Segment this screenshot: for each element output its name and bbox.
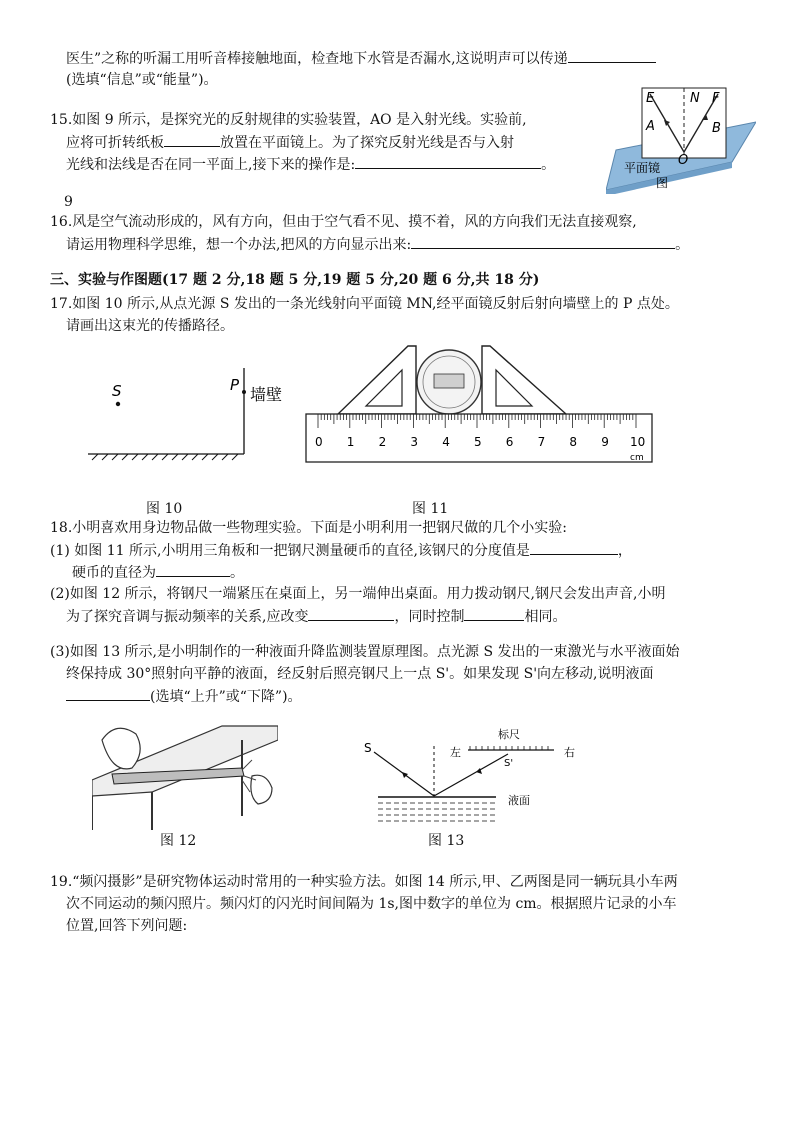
fig10-label-wall: 墙壁: [250, 385, 283, 404]
fig13-incident-arrow: [402, 772, 408, 778]
q16-line1: 16.风是空气流动形成的，风有方向，但由于空气看不见、摸不着，风的方向我们无法直接观察,: [50, 214, 637, 230]
q18-p2-line2b: ，同时控制: [394, 609, 465, 625]
fig13-reflected-ray: [434, 754, 508, 796]
q18-p2-line2a: 为了探究音调与振动频率的关系,应改变: [66, 609, 309, 625]
q15-line3b: 。: [541, 157, 556, 173]
q15-blank-2[interactable]: [355, 154, 541, 169]
fig12-caption: 图 12: [160, 833, 197, 849]
q15-line2: [66, 132, 514, 153]
q15-fig-num: 9: [64, 194, 73, 210]
figure-11: [304, 340, 654, 465]
fig10-label-S: S: [112, 382, 122, 400]
fig11-ruler-label: 1: [346, 435, 355, 449]
q15-line3a: 光线和法线是否在同一平面上,接下来的操作是:: [66, 157, 356, 173]
fig11-ruler-label: 2: [378, 435, 387, 449]
q18-p1-line1-end: ，: [617, 543, 632, 559]
fig11-caption: 图 11: [412, 501, 449, 517]
q18-blank-division[interactable]: [530, 540, 618, 555]
q16-line2a: 请运用物理科学思维，想一个办法,把风的方向显示出来:: [66, 237, 412, 253]
q18-p1-line2b: 。: [230, 565, 244, 581]
section-3-title: 三、实验与作图题(17 题 2 分,18 题 5 分,19 题 5 分,20 题 6 分,共 18 分): [50, 272, 540, 288]
q19-line1: 19.“频闪摄影”是研究物体运动时常用的一种实验方法。如图 14 所示,甲、乙两图是同一辆玩具小车两: [50, 874, 678, 890]
q18-p2-line2: [66, 606, 566, 627]
fig9-label-tu: 图: [656, 176, 669, 190]
q19-line3: 位置,回答下列问题:: [66, 918, 188, 934]
q18-blank-change[interactable]: [308, 606, 394, 621]
q19-line2: 次不同运动的频闪照片。频闪灯的闪光时间间隔为 1s,图中数字的单位为 cm。根据照片记录的小车: [66, 896, 677, 912]
q18-blank-diameter[interactable]: [156, 562, 230, 577]
q18-p1-line2a: 硬币的直径为: [72, 565, 156, 581]
q18-intro: 18.小明喜欢用身边物品做一些物理实验。下面是小明利用一把钢尺做的几个小实验:: [50, 520, 567, 536]
q18-p2-line2c: 相同。: [524, 609, 567, 625]
fig9-label-E: E: [646, 91, 655, 106]
figure-9: [606, 84, 756, 194]
fig13-liquid-body: [378, 803, 496, 821]
fig11-ruler-label: 9: [601, 435, 609, 449]
fig10-label-P: P: [230, 376, 240, 394]
figure-12: [92, 710, 278, 830]
fig11-ruler-label: 3: [410, 435, 419, 449]
fig13-label-ruler: 标尺: [498, 728, 520, 741]
fig12-hand-left: [102, 728, 140, 769]
q15-line1: 15.如图 9 所示，是探究光的反射规律的实验装置，AO 是入射光线。实验前,: [50, 112, 527, 128]
fig10-caption: 图 10: [146, 501, 183, 517]
fig10-mirror-hatch: [92, 454, 238, 460]
fig10-point-S: [116, 402, 120, 406]
figure-13: [358, 720, 588, 830]
fig11-ruler-label: 5: [474, 435, 482, 449]
q18-p3-line2: 终保持成 30°照射向平静的液面，经反射后照亮钢尺上一点 S'。如果发现 S'向左移动,说明液面: [66, 666, 654, 682]
q17-line1: 17.如图 10 所示,从点光源 S 发出的一条光线射向平面镜 MN,经平面镜反射后射向墙壁上的 P 点处。: [50, 296, 679, 312]
q18-p3-line3b: (选填“上升”或“下降”)。: [150, 689, 302, 705]
fig11-coin-emblem: [434, 374, 464, 388]
q16-line2b: 。: [675, 237, 690, 253]
q18-p3-line1: (3)如图 13 所示,是小明制作的一种液面升降监测装置原理图。点光源 S 发出的一束激光与水平液面始: [50, 644, 680, 660]
q14-line1-text: 医生”之称的听漏工用听音棒接触地面，检查地下水管是否漏水,这说明声可以传递: [66, 51, 568, 67]
fig11-ruler-label: 10: [630, 435, 646, 449]
fig9-label-A: A: [646, 119, 655, 134]
q15-line2a: 应将可折转纸板: [66, 135, 164, 151]
q14-line2: (选填“信息”或“能量”)。: [66, 72, 218, 88]
q18-blank-liquid[interactable]: [66, 686, 150, 701]
fig13-label-liquid: 液面: [508, 794, 530, 807]
q15-blank-1[interactable]: [164, 132, 220, 147]
fig13-label-Sprime: S': [504, 758, 514, 769]
fig10-point-P: [242, 390, 246, 394]
figure-10: [84, 360, 304, 470]
fig13-label-S: S: [364, 741, 372, 755]
fig11-ruler-label: 6: [505, 435, 514, 449]
q18-p2-line1: (2)如图 12 所示，将钢尺一端紧压在桌面上，另一端伸出桌面。用力拨动钢尺,钢尺会发出声音,小明: [50, 586, 666, 602]
fig9-label-B: B: [712, 121, 721, 136]
q18-p1-line2: [72, 562, 244, 583]
q16-line2: [66, 234, 689, 255]
q15-line2b: 放置在平面镜上。为了探究反射光线是否与入射: [220, 135, 514, 151]
q14-answer-blank[interactable]: [568, 48, 656, 63]
fig11-ruler-label: 7: [537, 435, 546, 449]
q18-blank-control[interactable]: [464, 606, 524, 621]
q18-p1-line1-text: (1) 如图 11 所示,小明用三角板和一把钢尺测量硬币的直径,该钢尺的分度值是: [50, 543, 530, 559]
fig11-ruler-label: 8: [569, 435, 578, 449]
fig13-caption: 图 13: [428, 833, 465, 849]
q18-p1-line1: [50, 540, 632, 561]
fig11-ruler-label: 4: [442, 435, 450, 449]
fig13-label-left: 左: [450, 746, 461, 759]
q17-line2: 请画出这束光的传播路径。: [66, 318, 234, 334]
q14-line1: [66, 48, 656, 69]
fig9-label-O: O: [678, 153, 689, 168]
fig11-unit-label: cm: [630, 453, 644, 463]
fig9-label-mirror: 平面镜: [624, 161, 661, 175]
fig13-label-right: 右: [564, 746, 575, 759]
fig9-label-F: F: [712, 91, 720, 106]
fig11-ruler-label: 0: [315, 435, 323, 449]
q18-p3-line3: [66, 686, 302, 707]
q15-line3: [66, 154, 555, 175]
q16-blank[interactable]: [411, 234, 675, 249]
fig9-label-N: N: [690, 91, 700, 106]
